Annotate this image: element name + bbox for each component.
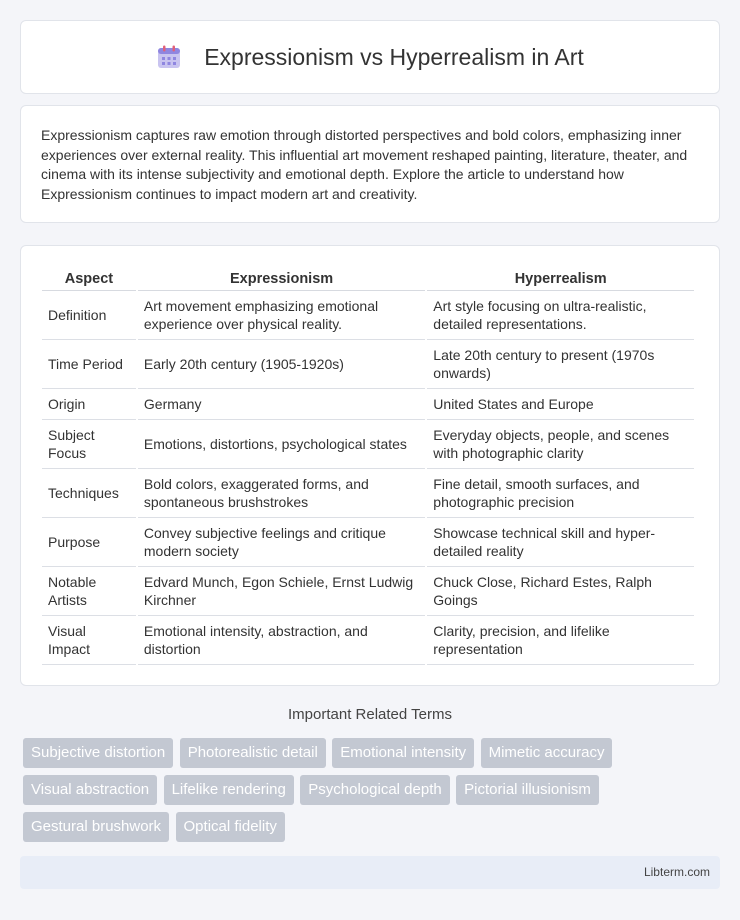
intro-card xyxy=(20,105,720,223)
table-row xyxy=(42,567,694,616)
table-row xyxy=(42,518,694,567)
table-cell-aspect: Definition xyxy=(42,291,136,340)
table-cell-hyperrealism: Everyday objects, people, and scenes with photographic clarity xyxy=(427,420,694,469)
table-cell-expressionism: Bold colors, exaggerated forms, and spontaneous brushstrokes xyxy=(138,469,425,518)
footer-site-link[interactable]: Libterm.com xyxy=(643,865,710,879)
table-cell-hyperrealism: United States and Europe xyxy=(427,389,694,420)
related-term-tag[interactable]: Photorealistic detail xyxy=(180,738,326,768)
page-title: Expressionism vs Hyperrealism in Art xyxy=(204,43,584,70)
related-term-tag[interactable]: Mimetic accuracy xyxy=(481,738,613,768)
related-term-tag[interactable]: Gestural brushwork xyxy=(23,812,169,842)
table-row xyxy=(42,420,694,469)
related-term-tag[interactable]: Emotional intensity xyxy=(332,738,474,768)
comparison-table xyxy=(40,266,696,665)
table-row xyxy=(42,340,694,389)
table-row xyxy=(42,469,694,518)
table-cell-hyperrealism: Clarity, precision, and lifelike representation xyxy=(427,616,694,665)
table-cell-aspect: Purpose xyxy=(42,518,136,567)
related-term-tag[interactable]: Visual abstraction xyxy=(23,775,157,805)
related-term-tag[interactable]: Subjective distortion xyxy=(23,738,173,768)
table-row xyxy=(42,291,694,340)
table-cell-hyperrealism: Showcase technical skill and hyper-detailed reality xyxy=(427,518,694,567)
table-cell-aspect: Origin xyxy=(42,389,136,420)
table-cell-hyperrealism: Late 20th century to present (1970s onwards) xyxy=(427,340,694,389)
related-term-tag[interactable]: Optical fidelity xyxy=(176,812,285,842)
column-header-expressionism: Expressionism xyxy=(138,266,425,291)
table-cell-hyperrealism: Art style focusing on ultra-realistic, detailed representations. xyxy=(427,291,694,340)
related-terms-list xyxy=(23,738,723,849)
table-cell-expressionism: Art movement emphasizing emotional experience over physical reality. xyxy=(138,291,425,340)
related-term-tag[interactable]: Psychological depth xyxy=(300,775,449,805)
table-cell-expressionism: Emotions, distortions, psychological states xyxy=(138,420,425,469)
column-header-hyperrealism: Hyperrealism xyxy=(427,266,694,291)
table-cell-expressionism: Germany xyxy=(138,389,425,420)
footer xyxy=(20,856,720,889)
table-cell-aspect: Time Period xyxy=(42,340,136,389)
table-row xyxy=(42,389,694,420)
table-cell-expressionism: Early 20th century (1905-1920s) xyxy=(138,340,425,389)
related-term-tag[interactable]: Lifelike rendering xyxy=(164,775,294,805)
comparison-table-card xyxy=(20,245,720,686)
related-terms-title: Important Related Terms xyxy=(288,706,452,723)
intro-text: Expressionism captures raw emotion through distorted perspectives and bold colors, emphasizing inner experiences over external reality. This influential art movement reshaped painting, literature, theater, and cinema with its intense subjectivity and emotional depth. Explore the article to understand how Expressionism continues to impact modern art and creativity. xyxy=(41,127,688,202)
table-cell-aspect: Notable Artists xyxy=(42,567,136,616)
table-cell-expressionism: Convey subjective feelings and critique modern society xyxy=(138,518,425,567)
column-header-aspect: Aspect xyxy=(42,266,136,291)
related-term-tag[interactable]: Pictorial illusionism xyxy=(456,775,599,805)
table-cell-aspect: Techniques xyxy=(42,469,136,518)
table-cell-expressionism: Edvard Munch, Egon Schiele, Ernst Ludwig Kirchner xyxy=(138,567,425,616)
table-cell-aspect: Subject Focus xyxy=(42,420,136,469)
table-cell-expressionism: Emotional intensity, abstraction, and distortion xyxy=(138,616,425,665)
calendar-icon xyxy=(156,44,182,70)
table-cell-hyperrealism: Chuck Close, Richard Estes, Ralph Goings xyxy=(427,567,694,616)
header-card xyxy=(20,20,720,94)
table-cell-hyperrealism: Fine detail, smooth surfaces, and photographic precision xyxy=(427,469,694,518)
table-row xyxy=(42,616,694,665)
table-cell-aspect: Visual Impact xyxy=(42,616,136,665)
